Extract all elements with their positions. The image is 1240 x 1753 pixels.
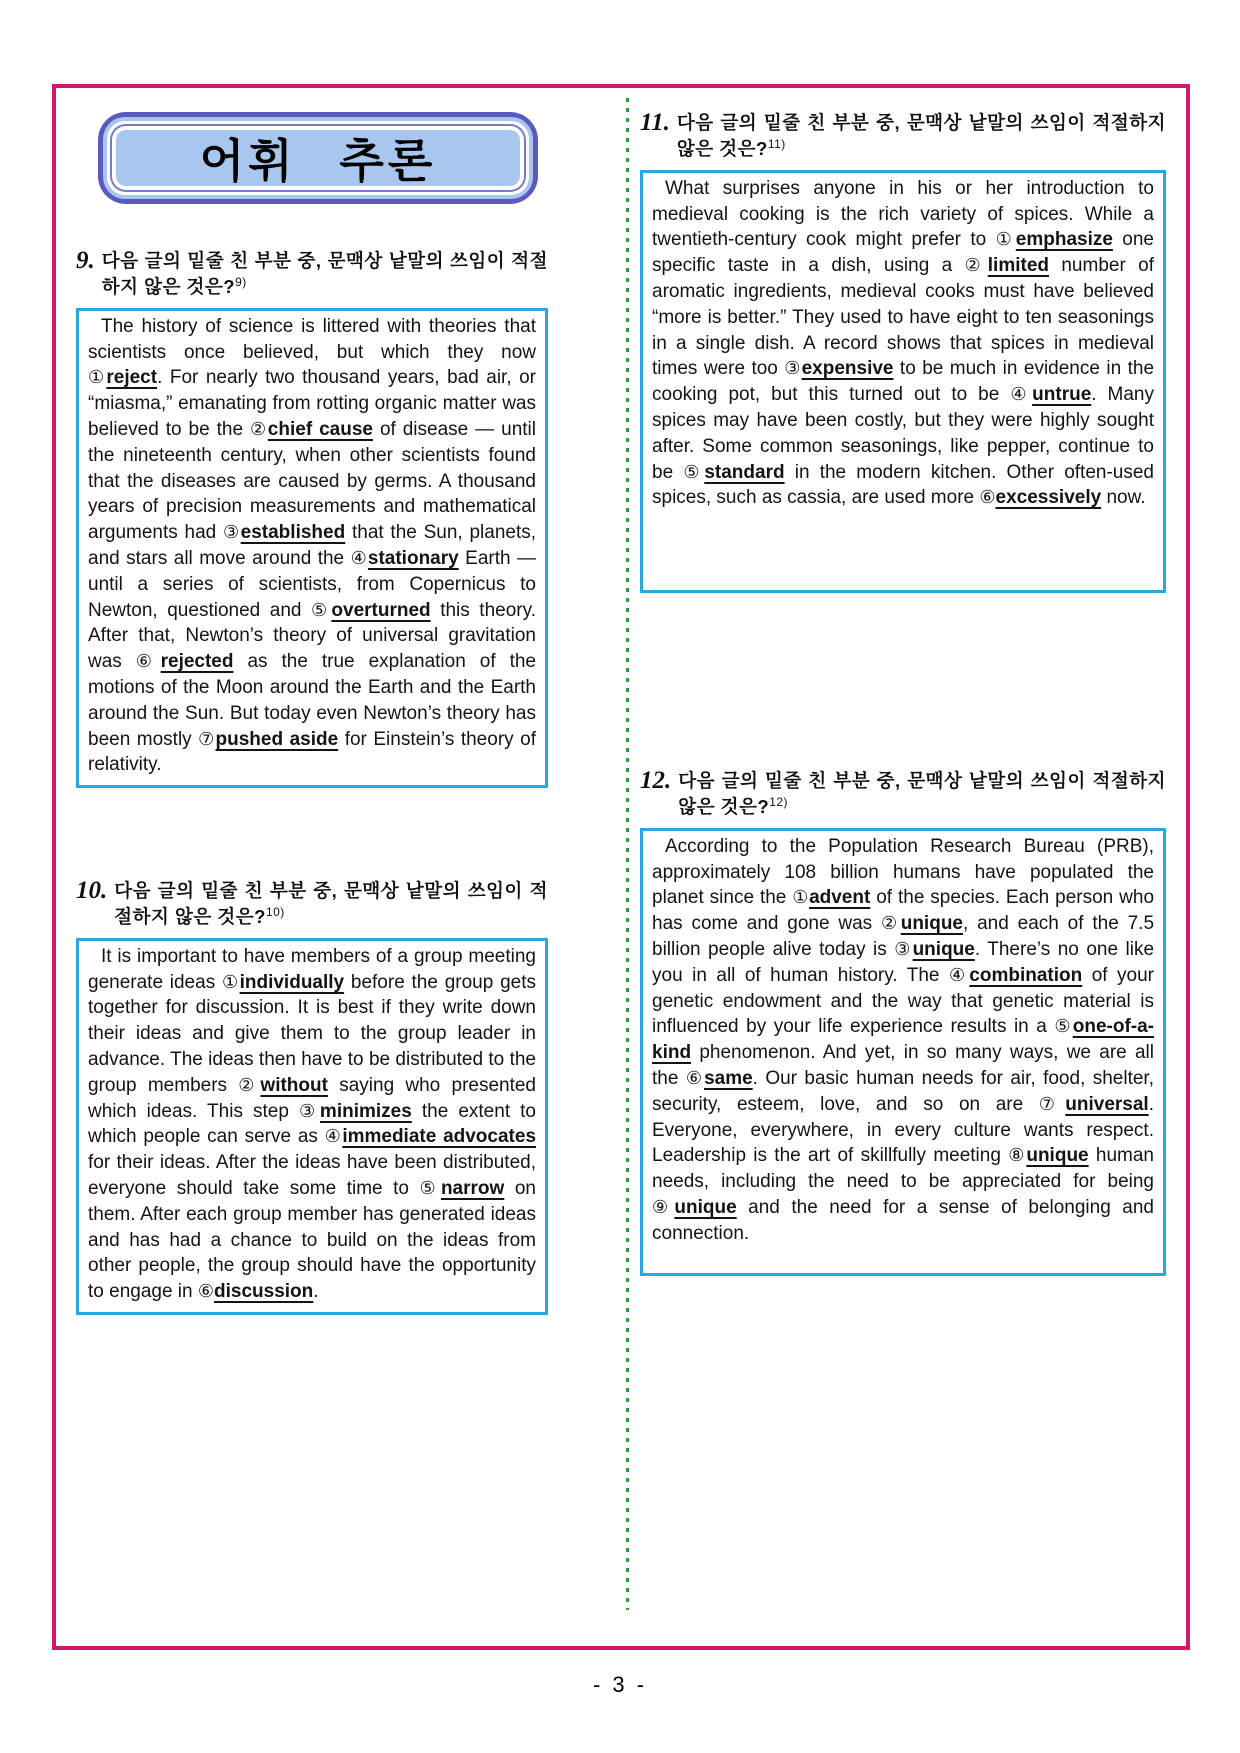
- question-prompt: [677, 110, 1166, 162]
- circled-number: ⑧: [1008, 1145, 1027, 1166]
- circled-number: ⑤: [311, 599, 332, 620]
- circled-number: ④: [350, 547, 368, 568]
- circled-number: ④: [948, 964, 970, 985]
- circled-number: ②: [964, 255, 988, 276]
- underlined-word: unique: [912, 938, 975, 960]
- title-banner: [98, 112, 538, 204]
- circled-number: ④: [1010, 384, 1033, 405]
- question-10: [76, 878, 548, 1315]
- passage-text: to be much in evidence in the cooking pot, but this turned out to be: [652, 358, 1155, 406]
- question-prompt-text: 다음 글의 밑줄 친 부분 중, 문맥상 낱말의 쓰임이 적절하지 않은 것은?: [676, 112, 1166, 159]
- underlined-word: individually: [239, 971, 345, 993]
- underlined-word: unique: [1026, 1145, 1089, 1167]
- passage-text: before the group gets together for discussion. It is best if they write down their ideas and give them to the group leader in advance. The ideas then have to be distributed to the group members: [88, 971, 536, 1096]
- underlined-word: advent: [809, 887, 871, 909]
- passage-text: . There’s no one like you in all of human history. The: [652, 938, 1155, 986]
- underlined-word: one-of-a-kind: [652, 1016, 1155, 1064]
- circled-number: ⑥: [197, 1281, 215, 1302]
- question-number: 11.: [640, 109, 670, 136]
- title-banner-ring: [103, 117, 533, 199]
- underlined-word: rejected: [160, 651, 234, 673]
- passage-text: now.: [1101, 487, 1146, 509]
- question-header: [640, 110, 1166, 162]
- question-11: [640, 110, 1166, 593]
- passage-text: Earth — until a series of scientists, from Copernicus to Newton, questioned and: [88, 547, 536, 621]
- passage-text: .: [313, 1281, 319, 1303]
- circled-number: ①: [995, 229, 1016, 250]
- underlined-word: overturned: [331, 599, 431, 621]
- passage-text: as the true explanation of the motions of the Moon around the Earth and the Earth around the Sun. But today even Newton’s theory has been mostly: [88, 651, 536, 750]
- underlined-word: same: [704, 1067, 753, 1089]
- underlined-word: universal: [1065, 1093, 1149, 1115]
- circled-number: ⑤: [1054, 1016, 1073, 1037]
- circled-number: ④: [324, 1126, 343, 1147]
- passage-text: that the Sun, planets, and stars all move around the: [88, 522, 537, 569]
- circled-number: ①: [221, 971, 240, 992]
- underlined-word: stationary: [367, 547, 459, 569]
- circled-number: ③: [299, 1100, 320, 1121]
- title-banner-ring: [112, 126, 524, 190]
- underlined-word: without: [260, 1074, 328, 1096]
- circled-number: ②: [881, 913, 901, 934]
- circled-number: ②: [238, 1074, 261, 1095]
- circled-number: ③: [894, 938, 913, 959]
- underlined-word: unique: [674, 1196, 737, 1218]
- question-9: [76, 248, 548, 788]
- passage-text: for their ideas. After the ideas have been distributed, everyone should take some time to: [88, 1152, 536, 1199]
- underlined-word: established: [240, 522, 346, 544]
- question-header: [76, 248, 548, 300]
- underlined-word: excessively: [995, 487, 1102, 509]
- circled-number: ③: [784, 358, 802, 379]
- underlined-word: standard: [704, 461, 785, 483]
- question-prompt: [102, 248, 548, 300]
- passage-text: and the need for a sense of belonging and connection.: [652, 1196, 1154, 1244]
- circled-number: ⑥: [685, 1067, 705, 1088]
- underlined-word: reject: [106, 367, 158, 389]
- underlined-word: expensive: [801, 358, 894, 380]
- circled-number: ⑤: [419, 1177, 441, 1198]
- passage-text: According to the Population Research Bureau (PRB), approximately 108 billion humans have populated the planet since the: [652, 835, 1154, 909]
- passage-text: . Everyone, everywhere, in every culture wants respect. Leadership is the art of skillfully meeting: [652, 1093, 1154, 1167]
- title-banner-ring: [110, 124, 526, 192]
- passage-text: one specific taste in a dish, using a: [652, 229, 1154, 277]
- passage-box: [640, 828, 1166, 1276]
- column-divider: [626, 98, 629, 1610]
- passage-text: number of aromatic ingredients, medieval cooks must have believed “more is better.” They used to have eight to ten seasonings in a single dish. A record shows that spices in medieval times were too: [652, 255, 1154, 380]
- question-number: 10.: [76, 877, 108, 904]
- passage-text: . Our basic human needs for air, food, shelter, security, esteem, love, and so on are: [652, 1067, 1154, 1115]
- underlined-word: combination: [969, 964, 1083, 986]
- underlined-word: limited: [987, 255, 1049, 277]
- circled-number: ②: [249, 418, 268, 439]
- footnote-marker: 11): [767, 136, 786, 151]
- passage-text: It is important to have members of a group meeting generate ideas: [88, 945, 536, 993]
- question-number: 9.: [76, 247, 95, 274]
- passage-text: saying who presented which ideas. This step: [88, 1074, 537, 1122]
- underlined-word: pushed aside: [215, 728, 339, 750]
- underlined-word: immediate advocates: [342, 1126, 537, 1148]
- passage-box: [76, 938, 548, 1315]
- question-prompt-text: 다음 글의 밑줄 친 부분 중, 문맥상 낱말의 쓰임이 적절하지 않은 것은?: [678, 770, 1166, 817]
- passage-text: the extent to which people can serve as: [88, 1100, 536, 1148]
- circled-number: ①: [88, 367, 107, 388]
- underlined-word: narrow: [440, 1177, 505, 1199]
- passage-text: The history of science is littered with theories that scientists once believed, but which they now: [88, 315, 536, 363]
- question-prompt-text: 다음 글의 밑줄 친 부분 중, 문맥상 낱말의 쓰임이 적절하지 않은 것은?: [101, 250, 548, 297]
- passage-text: . Many spices may have been costly, but they were highly sought after. Some common seasonings, like pepper, continue to be: [652, 384, 1154, 483]
- question-12: [640, 768, 1166, 1276]
- footnote-marker: 9): [235, 274, 247, 289]
- passage-text: of the species. Each person who has come and gone was: [652, 887, 1155, 935]
- page-number: - 3 -: [592, 1672, 648, 1697]
- underlined-word: discussion: [214, 1281, 314, 1303]
- passage-text: on them. After each group member has generated ideas and has had a chance to build on the ideas from other people, the group should have the opportunity to engage in: [88, 1177, 536, 1303]
- question-number: 12.: [640, 767, 672, 794]
- question-prompt: [678, 768, 1166, 820]
- passage-text: , and each of the 7.5 billion people alive today is: [652, 913, 1155, 960]
- passage-text: What surprises anyone in his or her introduction to medieval cooking is the rich variety of spices. While a twentieth-century cook might prefer to: [652, 177, 1154, 251]
- question-header: [640, 768, 1166, 820]
- question-prompt-text: 다음 글의 밑줄 친 부분 중, 문맥상 낱말의 쓰임이 적절하지 않은 것은?: [114, 880, 548, 927]
- passage-text: human needs, including the need to be appreciated for being: [652, 1145, 1155, 1193]
- footnote-marker: 10): [265, 904, 285, 919]
- question-prompt: [114, 878, 548, 930]
- underlined-word: chief cause: [267, 418, 373, 440]
- passage-text: in the modern kitchen. Other often-used spices, such as cassia, are used more: [652, 461, 1154, 509]
- circled-number: ⑦: [1038, 1093, 1066, 1114]
- underlined-word: unique: [900, 913, 963, 935]
- circled-number: ①: [792, 887, 810, 908]
- passage-text: for Einstein’s theory of relativity.: [88, 728, 536, 776]
- circled-number: ⑥: [979, 487, 996, 508]
- passage-text: of your genetic endowment and the way that genetic material is influenced by your life experience results in a: [652, 964, 1154, 1038]
- passage-box: [76, 308, 548, 788]
- question-header: [76, 878, 548, 930]
- circled-number: ③: [223, 522, 241, 543]
- underlined-word: untrue: [1032, 384, 1092, 406]
- circled-number: ⑥: [135, 651, 161, 672]
- passage-text: this theory. After that, Newton’s theory of universal gravitation was: [88, 599, 536, 673]
- title-banner-ring: [107, 121, 529, 195]
- underlined-word: minimizes: [319, 1100, 412, 1122]
- page-title: 어휘 추론: [116, 130, 520, 186]
- passage-text: . For nearly two thousand years, bad air, or “miasma,” emanating from rotting organic matter was believed to be the: [88, 367, 536, 440]
- circled-number: ⑤: [683, 461, 705, 482]
- passage-box: [640, 170, 1166, 593]
- circled-number: ⑨: [652, 1196, 675, 1217]
- footnote-marker: 12): [769, 794, 789, 809]
- underlined-word: emphasize: [1015, 229, 1113, 251]
- passage-text: of disease — until the nineteenth century, when other scientists found that the diseases are caused by germs. A thousand years of precision measurements and mathematical arguments had: [88, 418, 536, 544]
- passage-text: phenomenon. And yet, in so many ways, we are all the: [652, 1042, 1154, 1089]
- circled-number: ⑦: [198, 728, 216, 749]
